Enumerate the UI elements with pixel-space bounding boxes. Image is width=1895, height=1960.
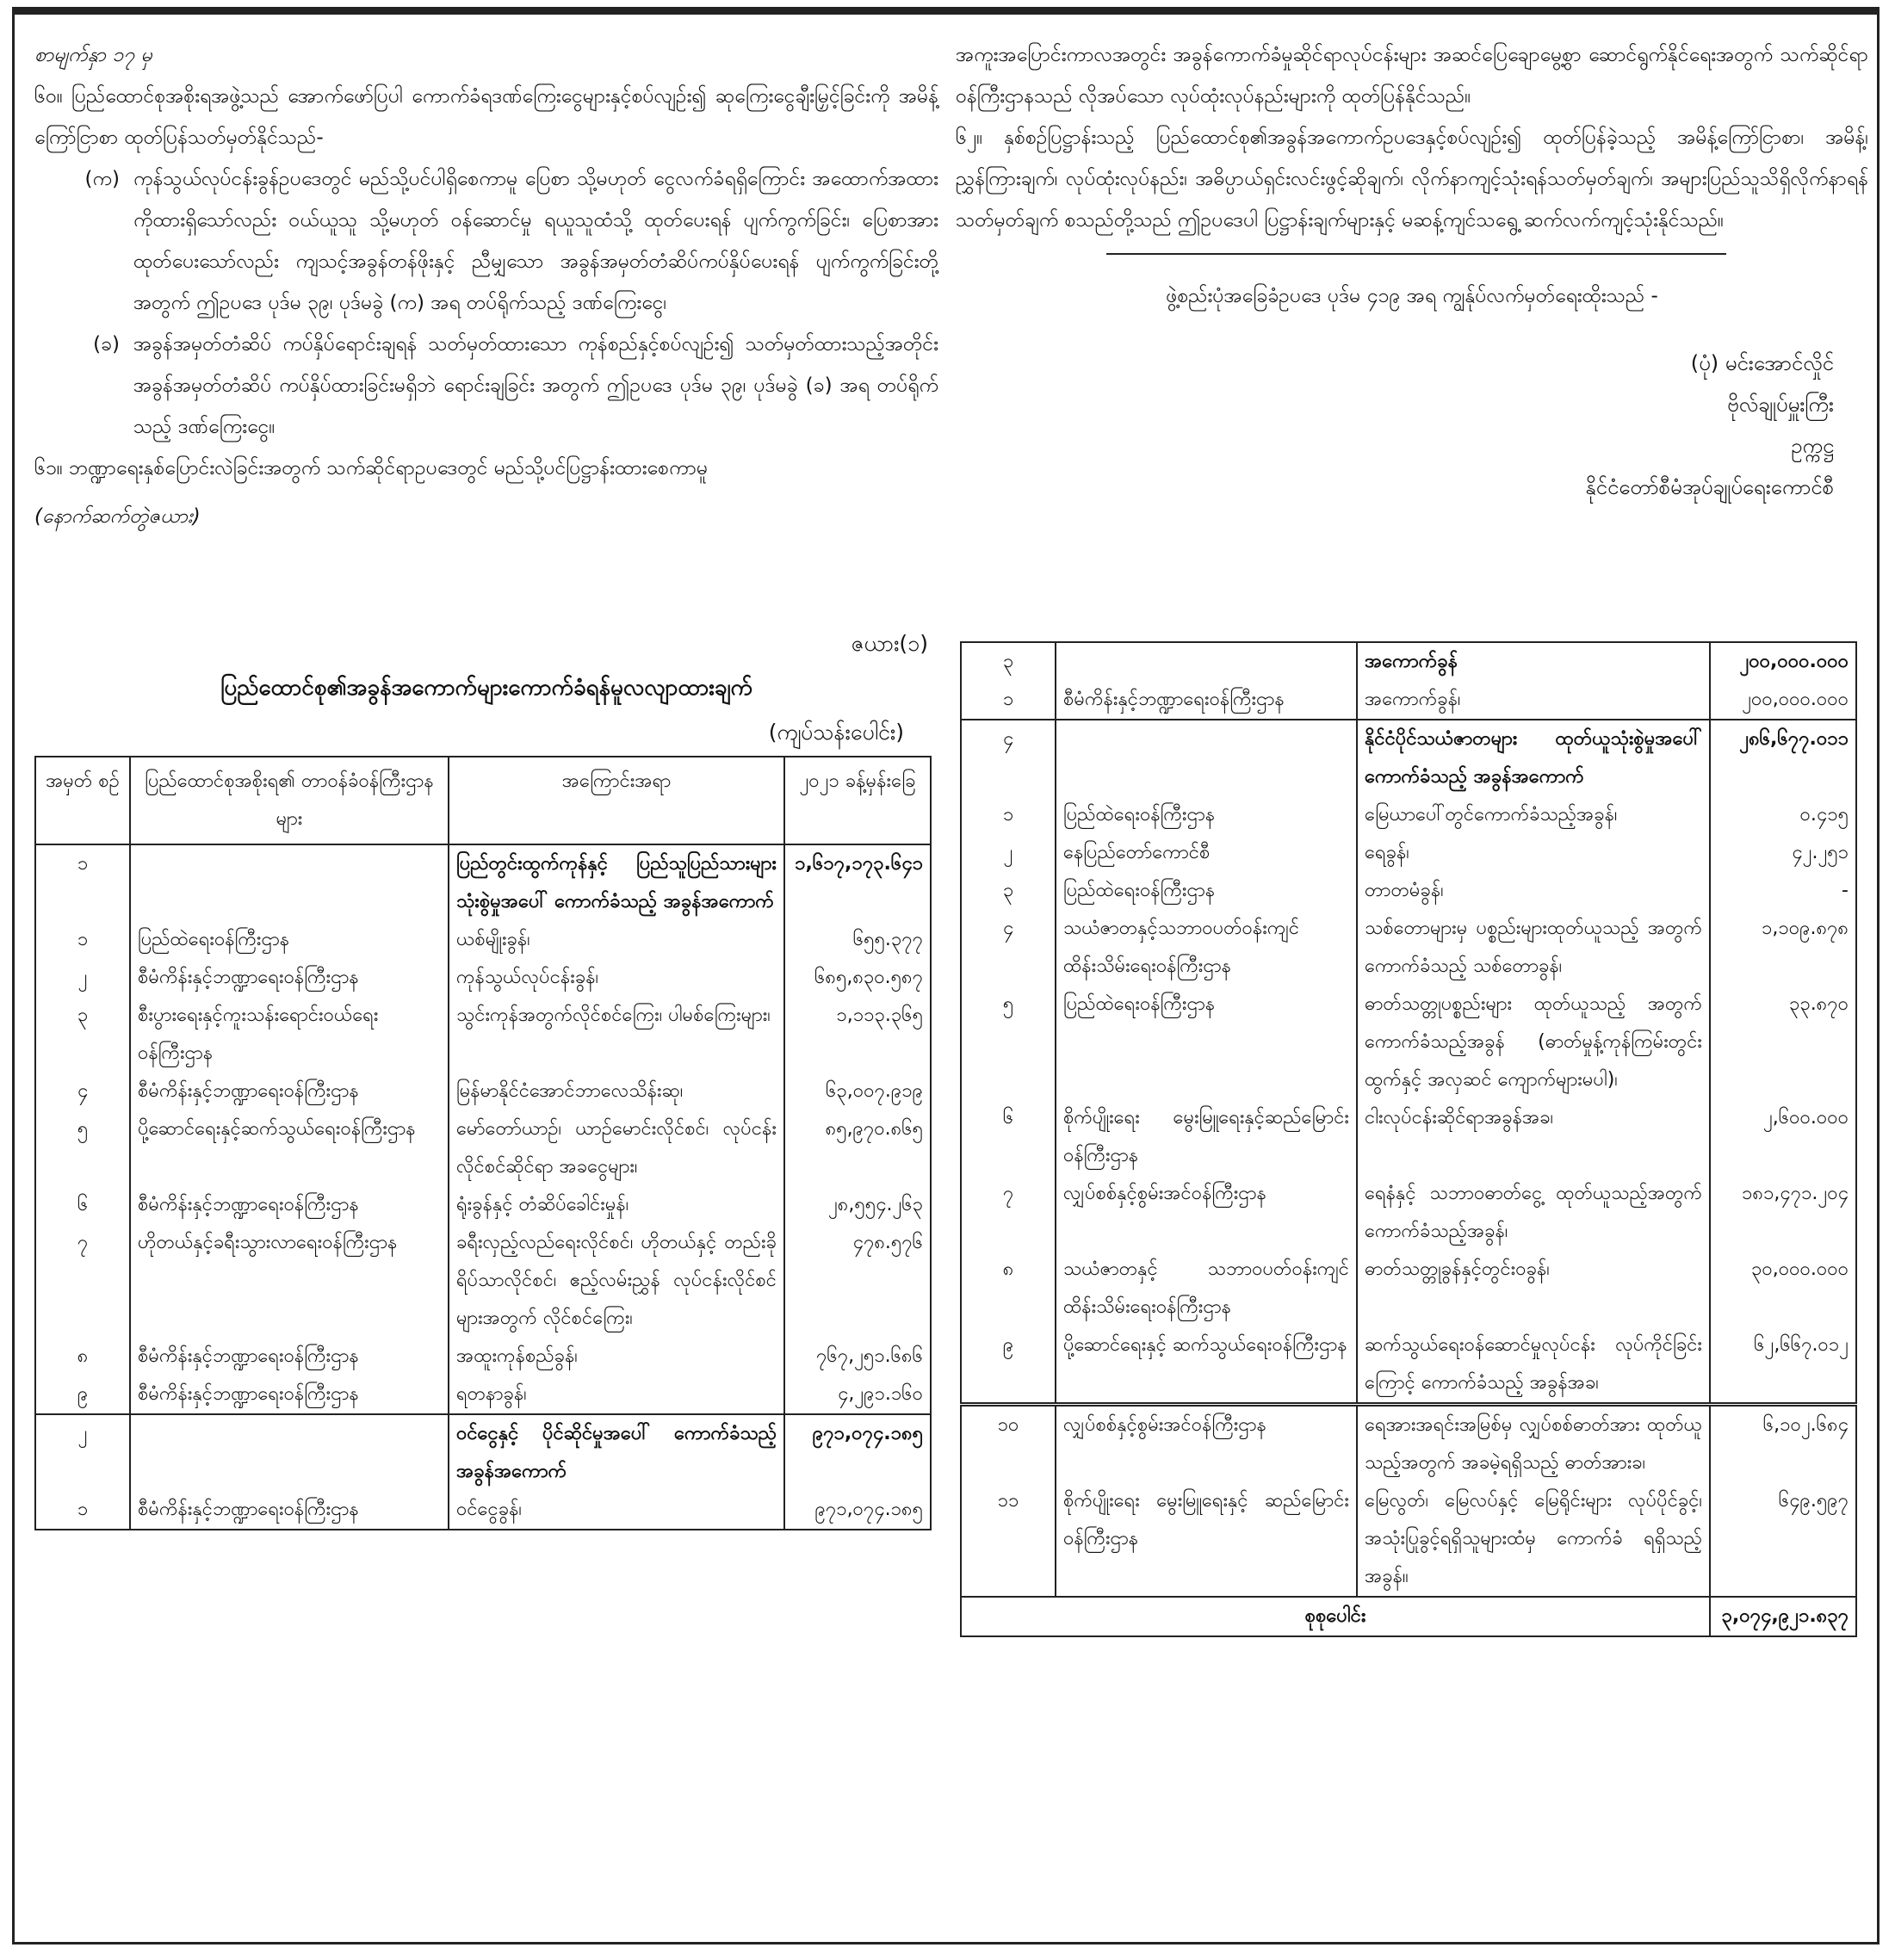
signature-name: (ပုံ) မင်းအောင်လှိုင်	[1690, 351, 1834, 375]
row-amount: ၉၇၁,၀၇၄.၁၈၅	[784, 1491, 931, 1530]
section-61-continued: အကူးအပြောင်းကာလအတွင်း အခွန်ကောက်ခံမှုဆိုင်ရာလုပ်ငန်းများ အဆင်ပြေချောမွေ့စွာ ဆောင်ရွက်နိုင်ရေးအတွက် သက်ဆိုင်ရာဝန်ကြီးဌာနသည် လိုအပ်သော လုပ်ထုံးလုပ်နည်းများကို ထုတ်ပြန်နိုင်သည်။	[956, 44, 1868, 108]
row-ministry: စိုက်ပျိုးရေး မွေးမြူရေးနှင့်ဆည်မြောင်းဝန်ကြီးဌာန	[1056, 1099, 1357, 1175]
row-description: ကုန်သွယ်လုပ်ငန်းခွန်၊	[449, 959, 784, 997]
table-row	[961, 1099, 1856, 1175]
row-description: တာတမံခွန်၊	[1357, 872, 1710, 910]
row-description: ရေအားအရင်းအမြစ်မှ လျှပ်စစ်ဓာတ်အား ထုတ်ယူသည့်အတွက် အခမဲ့ရရှိသည့် ဓာတ်အားခ၊	[1357, 1405, 1710, 1483]
row-ministry: စီမံကိန်းနှင့်ဘဏ္ဍာရေးဝန်ကြီးဌာန	[130, 959, 449, 997]
table-row	[35, 1110, 931, 1186]
signature-org: နိုင်ငံတော်စီမံအုပ်ချုပ်ရေးကောင်စီ	[1585, 475, 1834, 499]
row-description: ရေနံနှင့် သဘာဝဓာတ်ငွေ့ ထုတ်ယူသည့်အတွက် ကောက်ခံသည့်အခွန်၊	[1357, 1175, 1710, 1251]
table-group-row	[961, 642, 1856, 681]
row-sub-number: ၈	[35, 1338, 130, 1376]
row-ministry: စီမံကိန်းနှင့်ဘဏ္ဍာရေးဝန်ကြီးဌာန	[130, 1491, 449, 1530]
row-ministry: စီမံကိန်းနှင့်ဘဏ္ဍာရေးဝန်ကြီးဌာန	[130, 1073, 449, 1110]
row-ministry: စီမံကိန်းနှင့်ဘဏ္ဍာရေးဝန်ကြီးဌာန	[130, 1338, 449, 1376]
table-row	[961, 1482, 1856, 1597]
annex-table-header	[34, 624, 938, 753]
group-heading: နိုင်ငံပိုင်သယံဇာတများ ထုတ်ယူသုံးစွဲမှုအပေါ်ကောက်ခံသည့် အခွန်အကောက်	[1357, 720, 1710, 796]
row-ministry: လျှပ်စစ်နှင့်စွမ်းအင်ဝန်ကြီးဌာန	[1056, 1175, 1357, 1251]
row-description: ဝင်ငွေခွန်၊	[449, 1491, 784, 1530]
row-amount: ၁,၁၀၉.၈၇၈	[1710, 910, 1856, 986]
row-sub-number: ၄	[961, 910, 1056, 986]
row-sub-number: ၄	[35, 1073, 130, 1110]
row-amount: ၄၇၈.၅၇၆	[784, 1224, 931, 1338]
total-row	[961, 1597, 1856, 1636]
row-ministry: စီမံကိန်းနှင့်ဘဏ္ဍာရေးဝန်ကြီးဌာန	[1056, 681, 1357, 720]
group-number: ၁	[35, 844, 130, 921]
row-amount: ၆၃,၀၀၇.၉၁၉	[784, 1073, 931, 1110]
row-ministry: ပြည်ထဲရေးဝန်ကြီးဌာန	[1056, 986, 1357, 1099]
item-kha	[34, 324, 938, 448]
table-row	[961, 1405, 1856, 1483]
group-amount: ၁,၆၁၇,၁၇၃.၆၄၁	[784, 844, 931, 921]
row-description: အကောက်ခွန်၊	[1357, 681, 1710, 720]
table-row	[35, 1491, 931, 1530]
row-sub-number: ၈	[961, 1251, 1056, 1326]
revenue-table-left	[34, 756, 932, 1530]
row-ministry: ပြည်ထဲရေးဝန်ကြီးဌာန	[1056, 796, 1357, 834]
col-ministry-header: ပြည်ထောင်စုအစိုးရ၏ တာဝန်ခံဝန်ကြီးဌာနများ	[130, 757, 449, 844]
row-ministry: ပို့ဆောင်ရေးနှင့်ဆက်သွယ်ရေးဝန်ကြီးဌာန	[130, 1110, 449, 1186]
row-amount: ၆၅၅.၃၇၇	[784, 921, 931, 959]
row-sub-number: ၃	[961, 872, 1056, 910]
row-amount: ၇၆၇,၂၅၁.၆၈၆	[784, 1338, 931, 1376]
row-amount: ၀.၄၁၅	[1710, 796, 1856, 834]
row-sub-number: ၁	[35, 921, 130, 959]
total-label: စုစုပေါင်း	[961, 1597, 1710, 1636]
table-row	[961, 1175, 1856, 1251]
row-sub-number: ၁၁	[961, 1482, 1056, 1597]
divider-line	[1106, 253, 1726, 255]
row-ministry: ပြည်ထဲရေးဝန်ကြီးဌာန	[1056, 872, 1357, 910]
table-row	[35, 959, 931, 997]
col-desc-header: အကြောင်းအရာ	[449, 757, 784, 844]
row-description: ခရီးလှည့်လည်ရေးလိုင်စင်၊ ဟိုတယ်နှင့် တည်းခိုရိပ်သာလိုင်စင်၊ ဧည့်လမ်းညွှန် လုပ်ငန်းလိုင်စင်များအတွက် လိုင်စင်ကြေး၊	[449, 1224, 784, 1338]
group-number: ၃	[961, 642, 1056, 681]
row-description: သွင်းကုန်အတွက်လိုင်စင်ကြေး၊ ပါမစ်ကြေးများ၊	[449, 997, 784, 1073]
row-ministry: ဟိုတယ်နှင့်ခရီးသွားလာရေးဝန်ကြီးဌာန	[130, 1224, 449, 1338]
row-sub-number: ၉	[35, 1376, 130, 1414]
table-row	[35, 1186, 931, 1224]
row-sub-number: ၁	[35, 1491, 130, 1530]
group-number: ၂	[35, 1414, 130, 1491]
item-kha-text: အခွန်အမှတ်တံဆိပ် ကပ်နှိပ်ရောင်းချရန် သတ်မှတ်ထားသော ကုန်စည်နှင့်စပ်လျဉ်း၍ သတ်မှတ်ထားသည့်အတိုင်း အခွန်အမှတ်တံဆိပ် ကပ်နှိပ်ထားခြင်းမရှိဘဲ ရောင်းချခြင်း အတွက် ဤဥပဒေ ပုဒ်မ ၃၉၊ ပုဒ်မခွဲ (ခ) အရ တပ်ရိုက်သည့် ဒဏ်ကြေးငွေ။	[133, 333, 938, 438]
section-60: ၆၀။ ပြည်ထောင်စုအစိုးရအဖွဲ့သည် အောက်ဖော်ပြပါ ကောက်ခံရဒဏ်ကြေးငွေများနှင့်စပ်လျဉ်း၍ ဆုကြေးငွေချီးမြှင့်ခြင်းကို အမိန့်ကြော်ငြာစာ ထုတ်ပြန်သတ်မှတ်နိုင်သည်-	[34, 85, 938, 149]
table-row	[35, 1073, 931, 1110]
annex-attached-note: (နောက်ဆက်တွဲဇယား)	[34, 505, 201, 528]
group-ministry-empty	[130, 1414, 449, 1491]
row-ministry: ပို့ဆောင်ရေးနှင့် ဆက်သွယ်ရေးဝန်ကြီးဌာန	[1056, 1326, 1357, 1405]
group-heading: ပြည်တွင်းထွက်ကုန်နှင့် ပြည်သူပြည်သားများသုံးစွဲမှုအပေါ် ကောက်ခံသည့် အခွန်အကောက်	[449, 844, 784, 921]
row-amount: ၂၈,၅၅၄.၂၆၃	[784, 1186, 931, 1224]
table-row	[961, 910, 1856, 986]
group-ministry-empty	[130, 844, 449, 921]
table-group-row	[961, 720, 1856, 796]
row-sub-number: ၆	[35, 1186, 130, 1224]
table-row	[961, 796, 1856, 834]
continued-header: စာမျက်နှာ ၁၇ မှ	[34, 44, 152, 66]
row-ministry: သယံဇာတနှင့်သဘာဝပတ်ဝန်းကျင်ထိန်းသိမ်းရေးဝန်ကြီးဌာန	[1056, 910, 1357, 986]
right-text-column	[956, 34, 1868, 508]
row-amount: ၂၀၀,၀၀၀.၀၀၀	[1710, 681, 1856, 720]
group-ministry-empty	[1056, 720, 1357, 796]
row-description: မြေယာပေါ်တွင်ကောက်ခံသည့်အခွန်၊	[1357, 796, 1710, 834]
row-description: ငါးလုပ်ငန်းဆိုင်ရာအခွန်အခ၊	[1357, 1099, 1710, 1175]
row-amount: ၄၂.၂၅၁	[1710, 834, 1856, 872]
row-description: မြန်မာနိုင်ငံအောင်ဘာလေသိန်းဆု၊	[449, 1073, 784, 1110]
table-row	[35, 1338, 931, 1376]
row-sub-number: ၅	[35, 1110, 130, 1186]
row-sub-number: ၂	[35, 959, 130, 997]
table-row	[35, 1224, 931, 1338]
section-62: ၆၂။ နှစ်စဉ်ပြဋ္ဌာန်းသည့် ပြည်ထောင်စု၏အခွန်အကောက်ဥပဒေနှင့်စပ်လျဉ်း၍ ထုတ်ပြန်ခဲ့သည့် အမိန့်ကြော်ငြာစာ၊ အမိန့်၊ ညွှန်ကြားချက်၊ လုပ်ထုံးလုပ်နည်း၊ အဓိပ္ပာယ်ရှင်းလင်းဖွင့်ဆိုချက်၊ လိုက်နာကျင့်သုံးရန်သတ်မှတ်ချက်၊ အများပြည်သူသိရှိလိုက်နာရန်သတ်မှတ်ချက် စသည်တို့သည် ဤဥပဒေပါ ပြဋ္ဌာန်းချက်များနှင့် မဆန့်ကျင်သရွေ့ ဆက်လက်ကျင့်သုံးနိုင်သည်။	[956, 127, 1868, 232]
row-amount: ၆,၁၀၂.၆၈၄	[1710, 1405, 1856, 1483]
row-sub-number: ၁	[961, 681, 1056, 720]
signature-title: ဥက္ကဋ္ဌ	[1791, 434, 1834, 458]
row-amount: ၆၂,၆၆၇.၀၁၂	[1710, 1326, 1856, 1405]
row-ministry: စိုက်ပျိုးရေး မွေးမြူရေးနှင့် ဆည်မြောင်းဝန်ကြီးဌာန	[1056, 1482, 1357, 1597]
table-row	[961, 872, 1856, 910]
table-row	[35, 1376, 931, 1414]
row-description: သစ်တောများမှ ပစ္စည်းများထုတ်ယူသည့် အတွက် ကောက်ခံသည့် သစ်တောခွန်၊	[1357, 910, 1710, 986]
row-description: ဆက်သွယ်ရေးဝန်ဆောင်မှုလုပ်ငန်း လုပ်ကိုင်ခြင်းကြောင့် ကောက်ခံသည့် အခွန်အခ၊	[1357, 1326, 1710, 1405]
group-amount: ၂၈၆,၆၇၇.၀၁၁	[1710, 720, 1856, 796]
table-header-row	[35, 757, 931, 844]
row-description: မြေလွတ်၊ မြေလပ်နှင့် မြေရိုင်းများ လုပ်ပိုင်ခွင့်၊ အသုံးပြုခွင့်ရရှိသူများထံမှ ကောက်ခံ ရရှိသည့်အခွန်။	[1357, 1482, 1710, 1597]
row-sub-number: ၆	[961, 1099, 1056, 1175]
row-amount: ၂,၆၀၀.၀၀၀	[1710, 1099, 1856, 1175]
row-sub-number: ၂	[961, 834, 1056, 872]
row-amount: ၈၅,၉၇၀.၈၆၅	[784, 1110, 931, 1186]
row-amount: ၆၄၉.၅၉၇	[1710, 1482, 1856, 1597]
row-amount: ၃၀,၀၀၀.၀၀၀	[1710, 1251, 1856, 1326]
row-amount: ၃၃.၈၇၀	[1710, 986, 1856, 1099]
col-amount-header: ၂၀၂၁ ခန့်မှန်းခြေ	[784, 757, 931, 844]
item-ka-text: ကုန်သွယ်လုပ်ငန်းခွန်ဥပဒေတွင် မည်သို့ပင်ပါရှိစေကာမူ ပြေစာ သို့မဟုတ် ငွေလက်ခံရရှိကြောင်း အထောက်အထားကိုထားရှိသော်လည်း ဝယ်ယူသူ သို့မဟုတ် ဝန်ဆောင်မှု ရယူသူထံသို့ ထုတ်ပေးရန် ပျက်ကွက်ခြင်း၊ ပြေစာအား ထုတ်ပေးသော်လည်း ကျသင့်အခွန်တန်ဖိုးနှင့် ညီမျှသော အခွန်အမှတ်တံဆိပ်ကပ်နှိပ်ပေးရန် ပျက်ကွက်ခြင်းတို့အတွက် ဤဥပဒေ ပုဒ်မ ၃၉၊ ပုဒ်မခွဲ (က) အရ တပ်ရိုက်သည့် ဒဏ်ကြေးငွေ၊	[133, 168, 938, 314]
row-description: မော်တော်ယာဉ်၊ ယာဉ်မောင်းလိုင်စင်၊ လုပ်ငန်းလိုင်စင်ဆိုင်ရာ အခငွေများ၊	[449, 1110, 784, 1186]
row-amount: -	[1710, 872, 1856, 910]
row-amount: ၄,၂၉၁.၁၆၀	[784, 1376, 931, 1414]
row-ministry: လျှပ်စစ်နှင့်စွမ်းအင်ဝန်ကြီးဌာန	[1056, 1405, 1357, 1483]
row-description: အထူးကုန်စည်ခွန်၊	[449, 1338, 784, 1376]
table-row	[961, 681, 1856, 720]
row-sub-number: ၁၀	[961, 1405, 1056, 1483]
row-ministry: စီမံကိန်းနှင့်ဘဏ္ဍာရေးဝန်ကြီးဌာန	[130, 1376, 449, 1414]
group-ministry-empty	[1056, 642, 1357, 681]
row-description: ရုံးခွန်နှင့် တံဆိပ်ခေါင်းမှုန်၊	[449, 1186, 784, 1224]
left-text-column	[34, 34, 938, 537]
row-ministry: သယံဇာတနှင့် သဘာဝပတ်ဝန်းကျင်ထိန်းသိမ်းရေးဝန်ကြီးဌာန	[1056, 1251, 1357, 1326]
row-sub-number: ၉	[961, 1326, 1056, 1405]
row-description: ရတနာခွန်၊	[449, 1376, 784, 1414]
table-group-row	[35, 844, 931, 921]
table-group-row	[35, 1414, 931, 1491]
annex-label: ဇယား(၁)	[851, 631, 928, 656]
row-description: ဓာတ်သတ္တုပစ္စည်းများ ထုတ်ယူသည့် အတွက် ကောက်ခံသည့်အခွန် (ဓာတ်မှုန့်ကုန်ကြမ်းတွင်းထွက်နှင့် အလှဆင် ကျောက်များမပါ)၊	[1357, 986, 1710, 1099]
group-amount: ၉၇၁,၀၇၄.၁၈၅	[784, 1414, 931, 1491]
group-heading: အကောက်ခွန်	[1357, 642, 1710, 681]
item-kha-marker: (ခ)	[93, 333, 120, 356]
row-description: ယစ်မျိုးခွန်၊	[449, 921, 784, 959]
row-sub-number: ၃	[35, 997, 130, 1073]
row-description: ဓာတ်သတ္တုခွန်နှင့်တွင်းဝခွန်၊	[1357, 1251, 1710, 1326]
table-row	[35, 921, 931, 959]
table-row	[35, 997, 931, 1073]
table-row	[961, 1326, 1856, 1405]
row-sub-number: ၁	[961, 796, 1056, 834]
constitution-line: ဖွဲ့စည်းပုံအခြေခံဥပဒေ ပုဒ်မ ၄၁၉ အရ ကျွန်ုပ်လက်မှတ်ရေးထိုးသည် -	[1166, 285, 1658, 307]
row-ministry: စီးပွားရေးနှင့်ကူးသန်းရောင်းဝယ်ရေးဝန်ကြီးဌာန	[130, 997, 449, 1073]
table-row	[961, 834, 1856, 872]
annex-title: ပြည်ထောင်စု၏အခွန်အကောက်များကောက်ခံရန်မူလလျာထားချက်	[220, 675, 752, 701]
row-amount: ၆၈၅,၈၃၀.၅၈၇	[784, 959, 931, 997]
table-row	[961, 1251, 1856, 1326]
revenue-table-right	[960, 641, 1857, 1637]
row-description: ရေခွန်၊	[1357, 834, 1710, 872]
row-ministry: စီမံကိန်းနှင့်ဘဏ္ဍာရေးဝန်ကြီးဌာန	[130, 1186, 449, 1224]
annex-unit: (ကျပ်သန်းပေါင်း)	[768, 720, 904, 745]
group-amount: ၂၀၀,၀၀၀.၀၀၀	[1710, 642, 1856, 681]
group-heading: ဝင်ငွေနှင့် ပိုင်ဆိုင်မှုအပေါ် ကောက်ခံသည့် အခွန်အကောက်	[449, 1414, 784, 1491]
group-number: ၄	[961, 720, 1056, 796]
table-row	[961, 986, 1856, 1099]
row-sub-number: ၇	[35, 1224, 130, 1338]
row-sub-number: ၇	[961, 1175, 1056, 1251]
col-no-header: အမှတ် စဉ်	[35, 757, 130, 844]
signature-rank: ဗိုလ်ချုပ်မှူးကြီး	[1726, 393, 1834, 417]
row-amount: ၁,၁၁၃.၃၆၅	[784, 997, 931, 1073]
section-61: ၆၁။ ဘဏ္ဍာရေးနှစ်ပြောင်းလဲခြင်းအတွက် သက်ဆိုင်ရာဥပဒေတွင် မည်သို့ပင်ပြဋ္ဌာန်းထားစေကာမူ	[34, 457, 709, 479]
item-ka-marker: (က)	[84, 168, 120, 190]
item-ka	[34, 158, 938, 324]
row-ministry: ပြည်ထဲရေးဝန်ကြီးဌာန	[130, 921, 449, 959]
row-sub-number: ၅	[961, 986, 1056, 1099]
row-amount: ၁၈၁,၄၇၁.၂၀၄	[1710, 1175, 1856, 1251]
total-amount: ၃,၀၇၄,၉၂၁.၈၃၇	[1710, 1597, 1856, 1636]
row-ministry: နေပြည်တော်ကောင်စီ	[1056, 834, 1357, 872]
